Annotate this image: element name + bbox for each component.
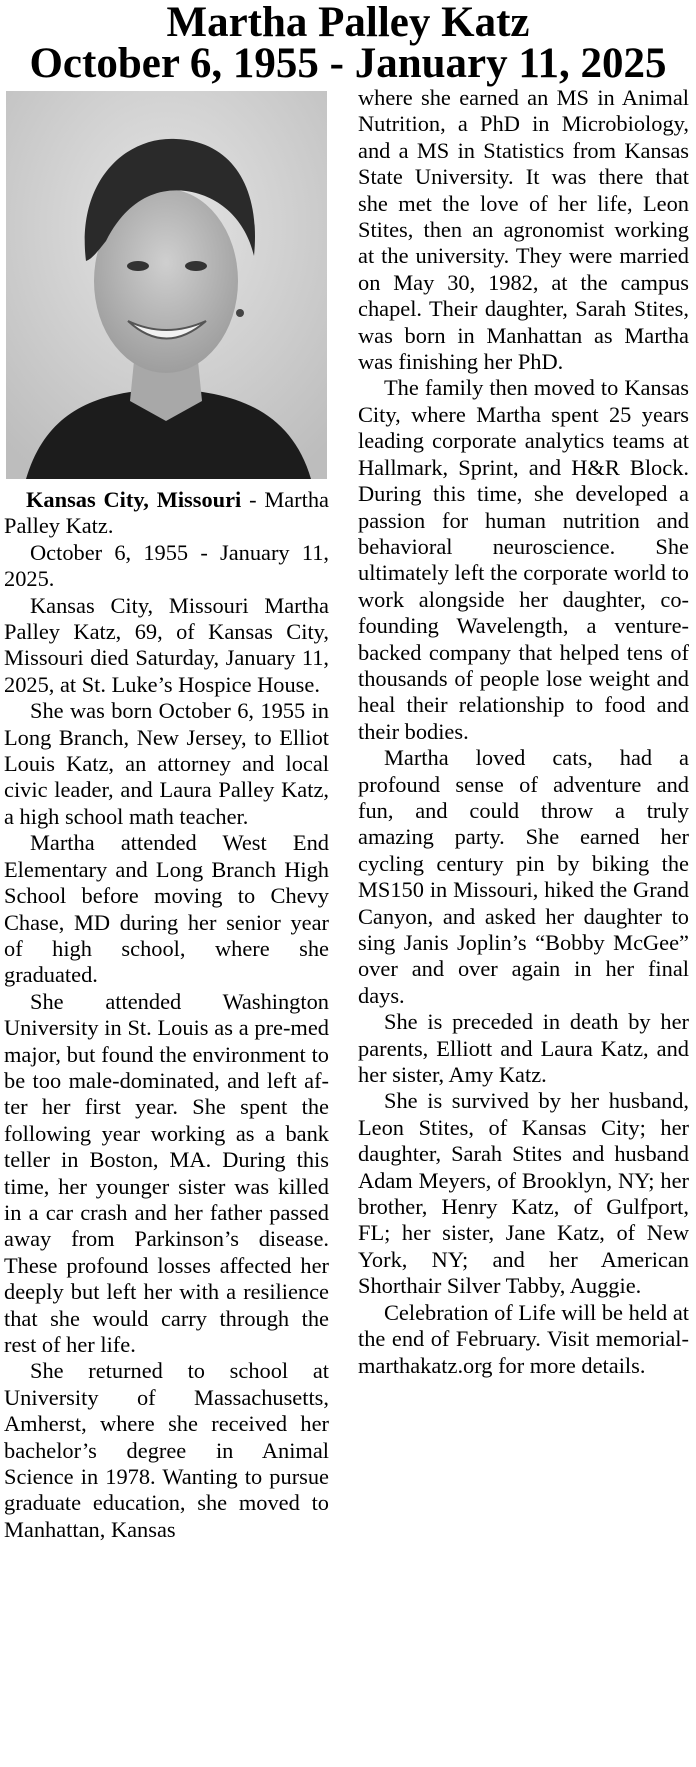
portrait-photo-icon	[6, 91, 327, 479]
obituary-name: Martha Palley Katz	[166, 0, 530, 46]
celebration-paragraph: Celebration of Life will be held at the end of February. Visit memorial-marthakatz.org for more details.	[358, 1299, 689, 1378]
death-paragraph: Kansas City, Missouri Martha Palley Katz, 69, of Kansas City, Missouri died Saturday, January 11, 2025, at St. Luke’s Hospice House.	[4, 592, 329, 697]
obituary-dates: October 6, 1955 - January 11, 2025	[29, 40, 667, 87]
birth-paragraph: She was born October 6, 1955 in Long Branch, New Jersey, to Elliot Louis Katz, an attorney and local civic leader, and Laura Palley Katz, a high school math teacher.	[4, 698, 329, 829]
umass-paragraph: She returned to school at University of Massachusetts, Amherst, where she received her bachelor’s degree in Animal Science in 1978. Wanting to pursue graduate education, she moved to Manhattan, Kansas	[4, 1358, 329, 1542]
interests-paragraph: Martha loved cats, had a profound sense of adventure and fun, and could throw a truly amazing party. She earned her cycling century pin by biking the MS150 in Missouri, hiked the Grand Canyon, and asked her daughter to sing Janis Joplin’s “Bobby McGee” over and over again in her final days.	[358, 745, 689, 1008]
washu-paragraph: She attended Washington University in St. Louis as a pre-med major, but found the environment to be too male-dominated, and left after her first year. She spent the following year working as a bank teller in Boston, MA. During this time, her younger sister was killed in a car crash and her father passed away from Parkinson’s disease. These profound losses affected her deeply but left her with a resilience that she would carry through the rest of her life.	[4, 988, 329, 1357]
obituary-column-left	[4, 487, 329, 1543]
portrait-photo	[6, 91, 327, 479]
survived-paragraph: She is survived by her husband, Leon Stites, of Kansas City; her daughter, Sarah Stites and husband Adam Meyers, of Brooklyn, NY; her brother, Henry Katz, of Gulfport, FL; her sister, Jane Katz, of New York, NY; and her American Shorthair Silver Tabby, Auggie.	[358, 1088, 689, 1299]
intro-location: Kansas City, Missouri	[26, 487, 242, 512]
obituary-header	[0, 0, 696, 87]
dates-paragraph: October 6, 1955 - January 11, 2025.	[4, 539, 329, 592]
career-paragraph: The family then moved to Kansas City, where Martha spent 25 years leading corporate analytics teams at Hallmark, Sprint, and H&R Block. During this time, she developed a passion for human nutrition and behavioral neuroscience. She ultimately left the corporate world to work alongside her daughter, co-founding Wavelength, a venture-backed company that helped tens of thousands of people lose weight and heal their relationship to food and their bodies.	[358, 375, 689, 744]
school-paragraph: Martha attended West End Elementary and Long Branch High School before moving to Chevy Chase, MD during her senior year of high school, where she graduated.	[4, 830, 329, 988]
intro-paragraph	[4, 487, 329, 540]
intro-name: - Martha Palley Katz.	[4, 487, 329, 539]
preceded-paragraph: She is preceded in death by her parents, Elliott and Laura Katz, and her sister, Amy Katz.	[358, 1009, 689, 1088]
graduate-paragraph: where she earned an MS in Animal Nutrition, a PhD in Microbiology, and a MS in Statistics from Kansas State University. It was there that she met the love of her life, Leon Stites, then an agronomist working at the university. They were married on May 30, 1982, at the campus chapel. Their daughter, Sarah Stites, was born in Manhattan as Martha was finishing her PhD.	[358, 85, 689, 375]
obituary-column-right	[358, 85, 689, 1379]
